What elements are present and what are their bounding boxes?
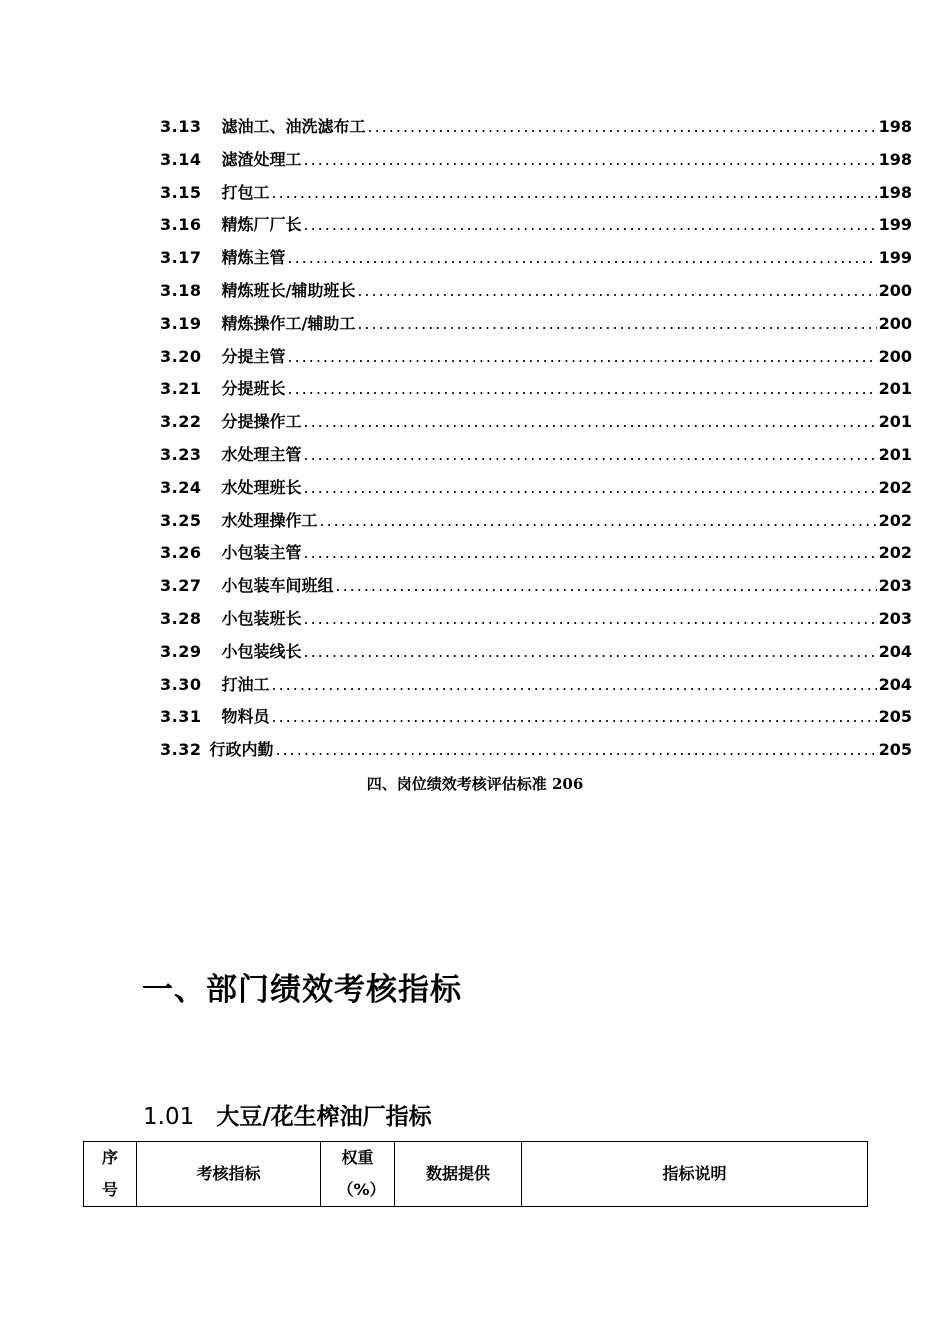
toc-entry-title: 分提操作工 [221,412,302,432]
toc-entry-number: 3.21 [160,379,202,399]
subsection-number: 1.01 [143,1104,195,1130]
table-of-contents [160,114,912,770]
toc-entry-title: 滤渣处理工 [221,149,302,169]
col-header-description: 指标说明 [522,1142,868,1207]
toc-entry-page: 204 [878,641,912,661]
toc-entry-title: 物料员 [221,707,270,727]
toc-entry [160,672,912,705]
toc-entry-title: 水处理主管 [221,444,302,464]
toc-entry-title: 水处理班长 [221,477,302,497]
col-header-weight [321,1142,395,1207]
toc-entry-number: 3.25 [160,510,202,530]
col-header-indicator: 考核指标 [137,1142,321,1207]
toc-entry-page: 198 [878,149,912,169]
toc-entry-page: 203 [878,576,912,596]
toc-entry-title: 滤油工、油洗滤布工 [221,117,366,136]
toc-entry-page: 202 [878,543,912,563]
toc-entry-number: 3.18 [160,280,202,300]
toc-dot-leader [320,511,877,530]
toc-entry-page: 199 [878,248,912,268]
toc-entry-number: 3.23 [160,444,202,464]
toc-dot-leader [304,478,877,497]
toc-entry [160,311,912,344]
toc-entry-page: 205 [878,707,912,727]
col-header-index [84,1142,137,1207]
toc-dot-leader [357,281,876,300]
table-header-row [84,1142,868,1207]
toc-entry-number: 3.16 [160,215,202,235]
toc-entry-title: 精炼班长/辅助班长 [221,280,356,300]
toc-dot-leader [304,215,877,234]
toc-dot-leader [272,183,877,202]
toc-entry-page: 201 [878,444,912,464]
toc-entry-title: 行政内勤 [209,740,274,760]
toc-dot-leader [368,117,877,136]
toc-dot-leader [304,150,877,169]
toc-dot-leader [304,412,877,431]
toc-footer-line: 四、岗位绩效考核评估标准 206 [366,775,584,793]
toc-entry-number: 3.20 [160,346,202,366]
toc-dot-leader [288,248,877,267]
toc-entry-number: 3.19 [160,313,202,333]
toc-entry-page: 200 [878,280,912,300]
toc-entry-number: 3.13 [160,117,202,136]
toc-entry [160,475,912,508]
toc-entry [160,245,912,278]
toc-dot-leader [272,675,877,694]
col-header-weight-text: 权重（%） [337,1148,386,1199]
toc-entry-title: 小包装主管 [221,543,302,563]
toc-entry-page: 199 [878,215,912,235]
toc-entry-number: 3.28 [160,608,202,628]
subsection-heading [143,1098,432,1131]
toc-entry-title: 小包装线长 [221,641,302,661]
toc-entry-title: 分提班长 [221,379,286,399]
toc-entry-title: 打油工 [221,674,270,694]
toc-entry-number: 3.15 [160,182,202,202]
toc-entry [160,540,912,573]
toc-entry-page: 198 [878,182,912,202]
col-header-data-source: 数据提供 [395,1142,522,1207]
toc-dot-leader [288,379,877,398]
subsection-title: 大豆/花生榨油厂指标 [216,1104,432,1130]
toc-dot-leader [304,642,877,661]
toc-entry [160,508,912,541]
toc-entry-number: 3.26 [160,543,202,563]
toc-entry-page: 200 [878,313,912,333]
toc-entry-page: 202 [878,510,912,530]
toc-entry [160,606,912,639]
toc-dot-leader [304,543,877,562]
toc-entry-page: 204 [878,674,912,694]
toc-entry-title: 打包工 [221,182,270,202]
toc-entry-number: 3.29 [160,641,202,661]
toc-entry-title: 精炼主管 [221,248,286,268]
toc-entry [160,180,912,213]
toc-entry-number: 3.31 [160,707,202,727]
toc-dot-leader [272,707,877,726]
toc-entry-title: 精炼厂厂长 [221,215,302,235]
toc-entry-page: 200 [878,346,912,366]
toc-entry-number: 3.22 [160,412,202,432]
toc-entry-number: 3.27 [160,576,202,596]
kpi-table [83,1141,868,1207]
toc-entry-page: 201 [878,412,912,432]
toc-entry [160,344,912,377]
toc-entry-page: 203 [878,608,912,628]
toc-dot-leader [288,347,877,366]
toc-entry-title: 精炼操作工/辅助工 [221,313,356,333]
toc-entry-number: 3.14 [160,149,202,169]
toc-entry-number: 3.24 [160,477,202,497]
toc-dot-leader [276,740,877,759]
col-header-index-text: 序号 [101,1148,118,1199]
toc-entry-page: 205 [878,740,912,760]
toc-dot-leader [304,609,877,628]
toc-entry-number: 3.17 [160,248,202,268]
toc-dot-leader [357,314,876,333]
toc-entry [160,278,912,311]
toc-entry-title: 水处理操作工 [221,510,318,530]
toc-entry [160,639,912,672]
toc-entry [160,409,912,442]
toc-entry-title: 小包装车间班组 [221,576,334,596]
section-heading: 一、部门绩效考核指标 [142,972,462,1008]
toc-entry-title: 小包装班长 [221,608,302,628]
toc-entry [160,114,912,147]
toc-entry-page: 198 [878,117,912,136]
toc-entry-number: 3.30 [160,674,202,694]
toc-dot-leader [304,445,877,464]
toc-entry [160,737,912,770]
toc-entry [160,442,912,475]
toc-entry [160,212,912,245]
toc-entry-title: 分提主管 [221,346,286,366]
toc-entry [160,147,912,180]
toc-dot-leader [336,576,877,595]
toc-entry-page: 201 [878,379,912,399]
toc-entry-number: 3.32 [160,740,202,760]
toc-entry [160,573,912,606]
toc-entry [160,704,912,737]
toc-entry-page: 202 [878,477,912,497]
toc-entry [160,376,912,409]
